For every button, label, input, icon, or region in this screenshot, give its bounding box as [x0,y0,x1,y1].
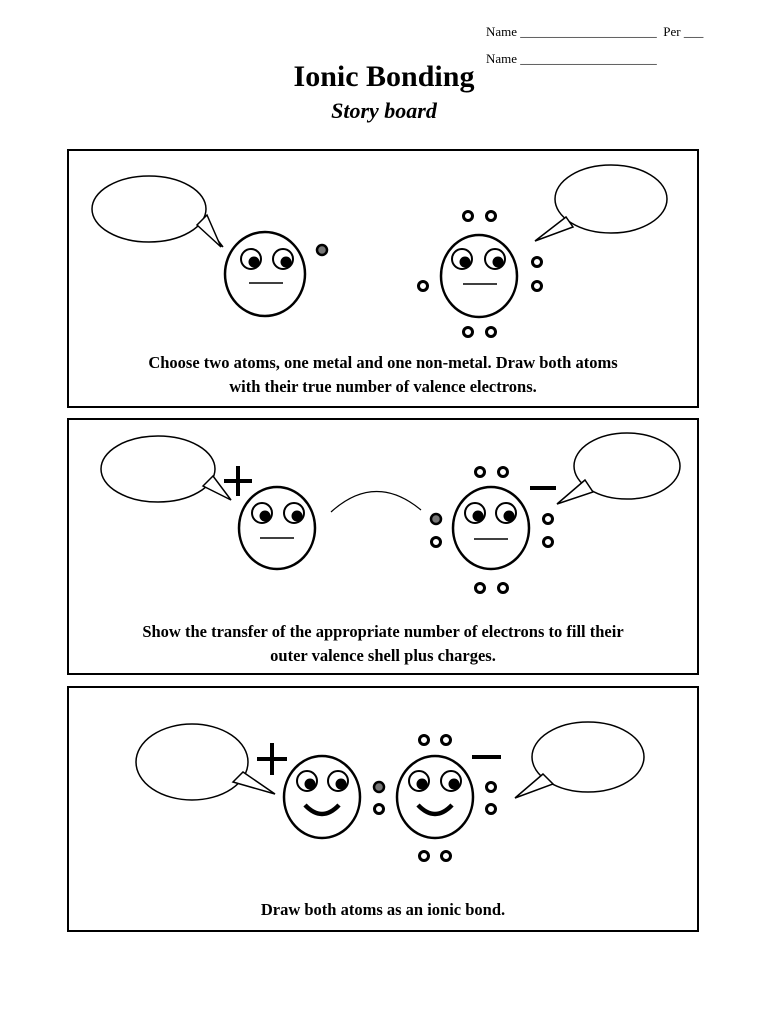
storyboard-panel-3 [67,686,699,932]
metal-atom-face [225,232,305,316]
positive-charge-sign [257,743,287,775]
speech-bubble-left [136,724,248,800]
panel-1-caption: Choose two atoms, one metal and one non-metal. Draw both atoms with their true number of valence electrons. [148,353,618,396]
electron-transfer-arc [331,491,421,512]
storyboard-panel-1 [67,149,699,408]
storyboard-panel-2 [67,418,699,675]
panel-3-caption: Draw both atoms as an ionic bond. [260,900,506,919]
transferred-electron [431,514,441,524]
name-per-line[interactable]: Name _____________________ Per ___ [486,24,704,39]
shared-electron [374,782,384,792]
speech-bubble-right [555,165,667,233]
speech-bubble-left [92,176,206,242]
nonmetal-atom-face [453,487,529,569]
speech-bubble-left [101,436,215,502]
name-line-2[interactable]: Name _____________________ [486,51,657,66]
positive-charge-sign [224,466,252,496]
panel-2-caption: Show the transfer of the appropriate number of electrons to fill their outer valence shell plus charges. [142,622,624,665]
anion-happy-face [397,756,473,838]
page-title: Ionic Bonding [293,60,475,93]
nonmetal-atom-face [441,235,517,317]
cation-happy-face [284,756,360,838]
valence-electron [317,245,327,255]
metal-atom-face [239,487,315,569]
page-subtitle: Story board [331,98,437,123]
